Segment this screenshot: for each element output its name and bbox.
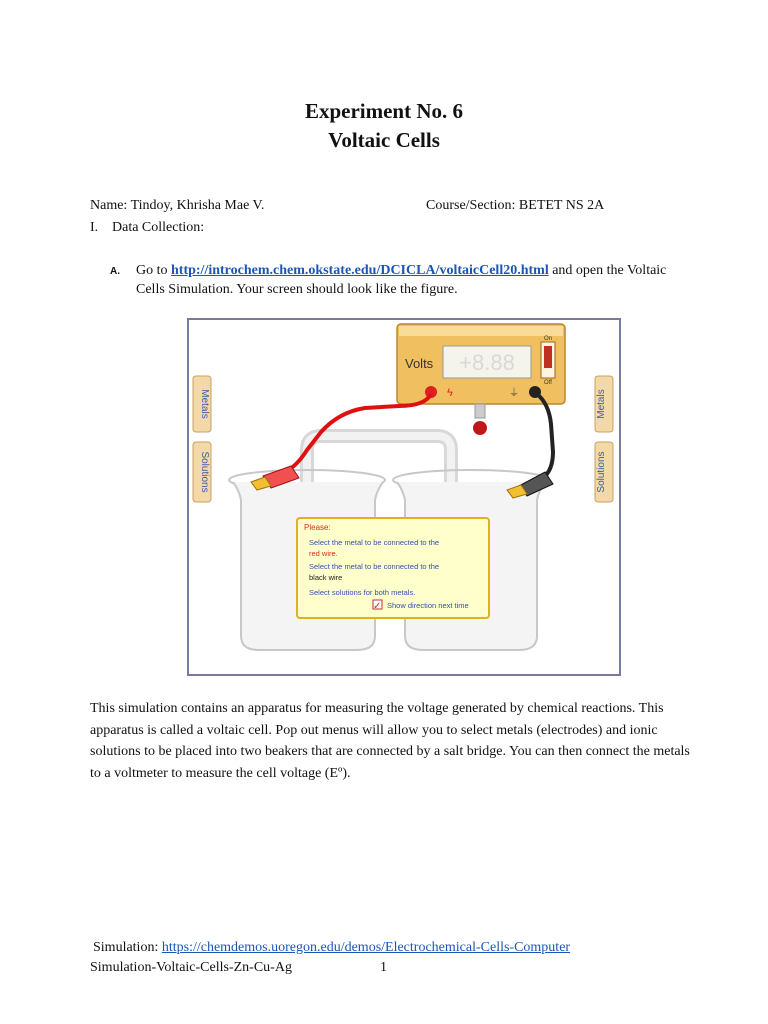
simulation-url-link[interactable]: http://introchem.chem.okstate.edu/DCICLA/voltaicCell20.html — [171, 263, 549, 278]
item-label: A. — [110, 266, 120, 277]
dialog-line-4: black wire — [309, 573, 343, 582]
lightning-icon: ϟ — [447, 387, 453, 399]
switch-off-label: Off — [544, 380, 552, 386]
page-subtitle: Voltaic Cells — [328, 128, 440, 152]
student-name: Name: Tindoy, Khrisha Mae V. — [90, 198, 265, 213]
item-text-after: and open the Voltaic Cells Simulation. Your screen should look like the figure. — [136, 263, 667, 297]
item-text-before: Go to — [136, 263, 171, 278]
course-section: Course/Section: BETET NS 2A — [426, 198, 605, 213]
section-number: I. — [90, 220, 99, 235]
description-paragraph: This simulation contains an apparatus for measuring the voltage generated by chemical reactions. This apparatus is called a voltaic cell. Pop out menus will allow you to select metals (electrodes) and ionic solutions to be placed into two beakers that are connected by a salt bridge. You can then connect the metals to a voltmeter to measure the cell voltage (Eº). — [90, 701, 690, 781]
power-switch[interactable] — [544, 346, 552, 368]
simulation-label: Simulation: — [93, 940, 162, 955]
metals-tab-left-label: Metals — [199, 389, 210, 419]
switch-on-label: On — [543, 336, 553, 342]
simulation-reference — [93, 940, 570, 956]
page-number: 1 — [380, 960, 387, 975]
ground-icon: ⏚ — [509, 388, 519, 399]
simulation-screenshot — [187, 318, 621, 676]
dialog-heading: Please: — [304, 523, 331, 532]
footer-text: Simulation-Voltaic-Cells-Zn-Cu-Ag — [90, 960, 292, 975]
instruction-dialog — [297, 518, 489, 618]
voltaic-cell-illustration — [189, 320, 619, 674]
meter-digits: +8.88 — [459, 350, 515, 375]
metals-tab-right-label: Metals — [596, 389, 607, 419]
solutions-tab-right-label: Solutions — [596, 451, 607, 493]
dialog-line-2: red wire. — [309, 549, 338, 558]
checkmark-icon: ✓ — [373, 601, 382, 612]
simulation-reference-link[interactable]: https://chemdemos.uoregon.edu/demos/Electrochemical-Cells-Computer — [161, 940, 571, 955]
section-title: Data Collection: — [112, 220, 205, 235]
checkbox-label: Show direction next time — [387, 601, 469, 610]
solutions-tab-left-label: Solutions — [199, 451, 210, 493]
dialog-line-3: Select the metal to be connected to the — [309, 562, 440, 571]
dialog-line-5: Select solutions for both metals. — [309, 588, 416, 597]
probe-bulb-icon — [473, 421, 487, 435]
volts-label: Volts — [405, 356, 434, 371]
section-heading — [90, 220, 204, 236]
page-title: Experiment No. 6 — [304, 99, 464, 123]
item-text — [114, 261, 674, 299]
instruction-item-a — [110, 261, 674, 299]
dialog-line-1: Select the metal to be connected to the — [309, 538, 440, 547]
